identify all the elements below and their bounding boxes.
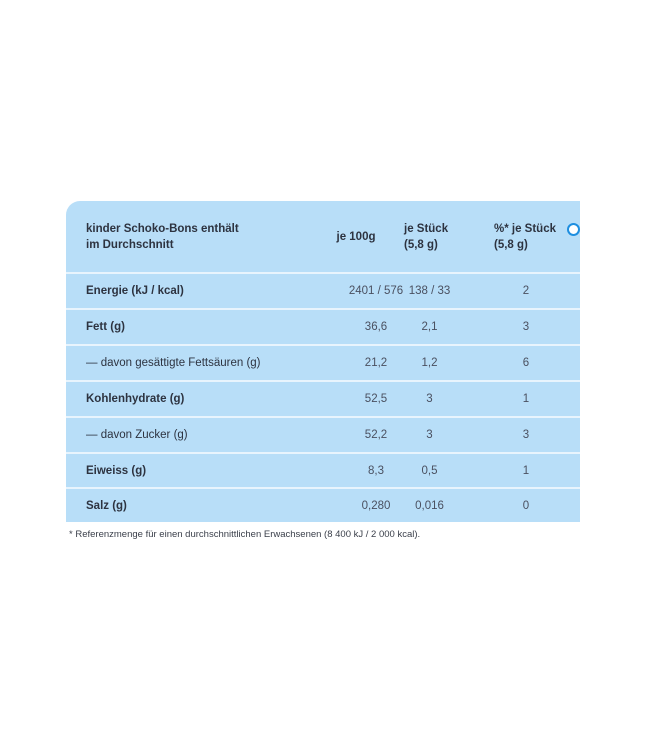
row-label: Eiweiss (g): [86, 464, 147, 477]
nutrition-table: [66, 201, 580, 522]
table-row: [66, 418, 580, 452]
row-per-100g: 21,2: [364, 357, 388, 369]
row-label: Kohlenhydrate (g): [86, 393, 185, 405]
table-row: [66, 454, 580, 487]
table-row: [66, 346, 580, 380]
row-label: — davon Zucker (g): [86, 429, 188, 441]
table-row: [66, 310, 580, 344]
header-percent-per-piece: %* je Stück (5,8 g): [494, 222, 556, 251]
header-per-100g: je 100g: [336, 230, 376, 243]
row-label: Energie (kJ / kcal): [86, 285, 184, 297]
row-percent: 1: [522, 464, 530, 477]
row-percent: 3: [522, 321, 530, 333]
header-product-label: kinder Schoko-Bons enthält im Durchschnitt: [86, 222, 239, 251]
row-percent: 0: [522, 499, 530, 512]
scroll-indicator-icon[interactable]: [567, 223, 580, 236]
row-label: — davon gesättigte Fettsäuren (g): [86, 357, 261, 369]
row-per-piece: 0,016: [415, 499, 444, 512]
row-per-100g: 36,6: [364, 321, 388, 333]
row-per-100g: 8,3: [368, 464, 384, 477]
footnote: * Referenzmenge für einen durchschnittlichen Erwachsenen (8 400 kJ / 2 000 kcal).: [69, 529, 421, 540]
row-per-100g: 2401 / 576: [348, 285, 404, 297]
row-label: Salz (g): [86, 499, 127, 512]
row-per-100g: 52,2: [364, 429, 388, 441]
row-label: Fett (g): [86, 321, 125, 333]
row-per-piece: 2,1: [421, 321, 438, 333]
table-row: [66, 489, 580, 522]
row-percent: 3: [522, 429, 530, 441]
row-per-piece: 3: [426, 393, 433, 405]
row-per-piece: 138 / 33: [408, 285, 451, 297]
row-percent: 2: [522, 285, 530, 297]
table-row: [66, 382, 580, 416]
table-header-row: [66, 201, 580, 272]
row-per-piece: 0,5: [421, 464, 438, 477]
row-per-piece: 3: [426, 429, 433, 441]
row-per-piece: 1,2: [421, 357, 438, 369]
table-row: [66, 274, 580, 308]
header-per-piece: je Stück (5,8 g): [404, 222, 449, 251]
row-percent: 6: [522, 357, 530, 369]
row-percent: 1: [522, 393, 530, 405]
row-per-100g: 0,280: [361, 499, 391, 512]
row-per-100g: 52,5: [364, 393, 388, 405]
